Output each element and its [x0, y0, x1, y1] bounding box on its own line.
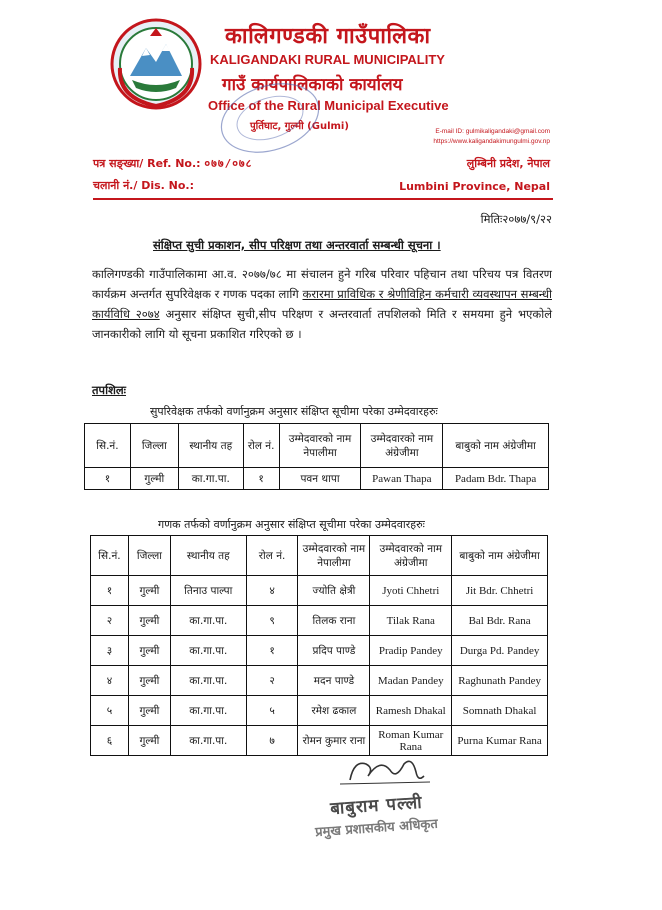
table-cell: गुल्मी [128, 696, 170, 726]
table-cell: ९ [246, 606, 298, 636]
notice-paragraph [92, 264, 552, 344]
table-cell: ४ [246, 576, 298, 606]
column-header: रोल नं. [243, 424, 279, 468]
details-heading: तपशिलः [92, 383, 127, 397]
notice-subject: संक्षिप्त सुची प्रकाशन, सीप परिक्षण तथा अन्तरवार्ता सम्बन्धी सूचना । [153, 238, 441, 252]
table-cell: Purna Kumar Rana [452, 726, 548, 756]
column-header: जिल्ला [128, 536, 170, 576]
table-cell: १ [243, 468, 279, 490]
table-cell: Jyoti Chhetri [370, 576, 452, 606]
table-header-row [91, 536, 548, 576]
notice-paragraph-part-1: कालिगण्डकी गाउँपालिकामा आ.व. २०७७/७८ मा संचालन हुने गरिब परिवार पहिचान तथा परिचय पत्र वितरण कार्यक्रम अन्तर्गत सुपरिवेक्षक र गणक पदका लागि [92, 267, 552, 301]
table-cell: २ [246, 666, 298, 696]
supervisor-candidates-table [84, 423, 549, 490]
table-cell: रोमन कुमार राना [298, 726, 370, 756]
table-cell: तिनाउ पाल्पा [170, 576, 246, 606]
table-cell: मदन पाण्डे [298, 666, 370, 696]
table-cell: गुल्मी [128, 636, 170, 666]
column-header: सि.नं. [85, 424, 131, 468]
table-cell: Pawan Thapa [361, 468, 443, 490]
office-name-english: Office of the Rural Municipal Executive [208, 98, 449, 113]
signatory-title-stamp: प्रमुख प्रशासकीय अधिकृत [314, 816, 439, 841]
enumerator-candidates-table [90, 535, 548, 756]
column-header: सि.नं. [91, 536, 129, 576]
email-address: E-mail ID: gulmikaligandaki@gmail.com [435, 128, 550, 135]
column-header: स्थानीय तह [170, 536, 246, 576]
column-header: स्थानीय तह [178, 424, 243, 468]
province-nepali: लुम्बिनी प्रदेश, नेपाल [466, 157, 550, 170]
website-url: https://www.kaligandakimungulmi.gov.np [433, 138, 550, 145]
procedure-reference: करारमा प्राविधिक र श्रेणीविहिन कर्मचारी व्यवस्थापन सम्बन्धी कार्यविधि २०७४ [92, 287, 552, 321]
letterhead-divider [93, 198, 553, 200]
notice-paragraph-part-2: अनुसार संक्षिप्त सुची,सीप परिक्षण र अन्तरवार्ता तपशिलको मिति र समयमा हुने भएकोले जानकारीको लागि यो सूचना प्रकाशित गरिएको छ । [92, 307, 552, 341]
table-cell: का.गा.पा. [170, 666, 246, 696]
table-cell: ज्योति क्षेत्री [298, 576, 370, 606]
table-row [91, 576, 548, 606]
table-cell: Ramesh Dhakal [370, 696, 452, 726]
table-cell: तिलक राना [298, 606, 370, 636]
table-cell: १ [246, 636, 298, 666]
column-header: जिल्ला [130, 424, 178, 468]
table-cell: Roman Kumar Rana [370, 726, 452, 756]
nepal-emblem-logo [110, 18, 202, 110]
column-header: बाबुको नाम अंग्रेजीमा [443, 424, 549, 468]
table-row [91, 696, 548, 726]
reference-number-row [93, 156, 252, 171]
table-row [91, 726, 548, 756]
table-cell: ५ [91, 696, 129, 726]
column-header: रोल नं. [246, 536, 298, 576]
table-cell: Raghunath Pandey [452, 666, 548, 696]
office-address: पुर्तिघाट, गुल्मी (Gulmi) [250, 121, 349, 132]
table-cell: गुल्मी [128, 576, 170, 606]
table-cell: Pradip Pandey [370, 636, 452, 666]
table-cell: का.गा.पा. [178, 468, 243, 490]
table-cell: २ [91, 606, 129, 636]
column-header: उम्मेदवारको नाम अंग्रेजीमा [361, 424, 443, 468]
table-cell: Somnath Dhakal [452, 696, 548, 726]
table-cell: का.गा.पा. [170, 696, 246, 726]
signatory-name-stamp: बाबुराम पल्ली [329, 792, 424, 820]
signature-scribble [320, 750, 440, 790]
table-cell: का.गा.पा. [170, 636, 246, 666]
dispatch-number-label: चलानी नं./ Dis. No.: [93, 179, 195, 192]
enumerator-table-caption: गणक तर्फको वर्णानुक्रम अनुसार संक्षिप्त सूचीमा परेका उम्मेदवारहरुः [158, 518, 425, 531]
table-cell: Madan Pandey [370, 666, 452, 696]
table-cell: ४ [91, 666, 129, 696]
municipality-name-nepali: कालिगण्डकी गाउँपालिका [225, 24, 431, 49]
column-header: उम्मेदवारको नाम नेपालीमा [279, 424, 361, 468]
table-cell: गुल्मी [128, 726, 170, 756]
table-cell: Tilak Rana [370, 606, 452, 636]
table-row [85, 468, 549, 490]
table-header-row [85, 424, 549, 468]
table-cell: रमेश ढकाल [298, 696, 370, 726]
table-row [91, 666, 548, 696]
province-english: Lumbini Province, Nepal [399, 180, 550, 193]
table-cell: ५ [246, 696, 298, 726]
table-cell: Bal Bdr. Rana [452, 606, 548, 636]
column-header: उम्मेदवारको नाम नेपालीमा [298, 536, 370, 576]
table-cell: ७ [246, 726, 298, 756]
table-cell: १ [85, 468, 131, 490]
table-cell: Durga Pd. Pandey [452, 636, 548, 666]
column-header: बाबुको नाम अंग्रेजीमा [452, 536, 548, 576]
table-cell: Padam Bdr. Thapa [443, 468, 549, 490]
table-cell: १ [91, 576, 129, 606]
notice-date: मितिः२०७७/९/२२ [480, 212, 552, 226]
table-cell: गुल्मी [128, 666, 170, 696]
reference-number-value: ०७७/०७८ [204, 157, 253, 170]
table-row [91, 606, 548, 636]
table-cell: ६ [91, 726, 129, 756]
table-cell: का.गा.पा. [170, 726, 246, 756]
reference-number-label: पत्र सङ्ख्या/ Ref. No.: [93, 157, 201, 170]
table-cell: पवन थापा [279, 468, 361, 490]
table-cell: गुल्मी [130, 468, 178, 490]
column-header: उम्मेदवारको नाम अंग्रेजीमा [370, 536, 452, 576]
office-seal-stamp [210, 80, 330, 155]
table-row [91, 636, 548, 666]
municipality-name-english: KALIGANDAKI RURAL MUNICIPALITY [210, 52, 445, 67]
table-cell: ३ [91, 636, 129, 666]
table-cell: प्रदिप पाण्डे [298, 636, 370, 666]
office-name-nepali: गाउँ कार्यपालिकाको कार्यालय [222, 75, 403, 95]
table-cell: का.गा.पा. [170, 606, 246, 636]
table-cell: Jit Bdr. Chhetri [452, 576, 548, 606]
supervisor-table-caption: सुपरिवेक्षक तर्फको वर्णानुक्रम अनुसार संक्षिप्त सूचीमा परेका उम्मेदवारहरुः [150, 405, 438, 418]
table-cell: गुल्मी [128, 606, 170, 636]
